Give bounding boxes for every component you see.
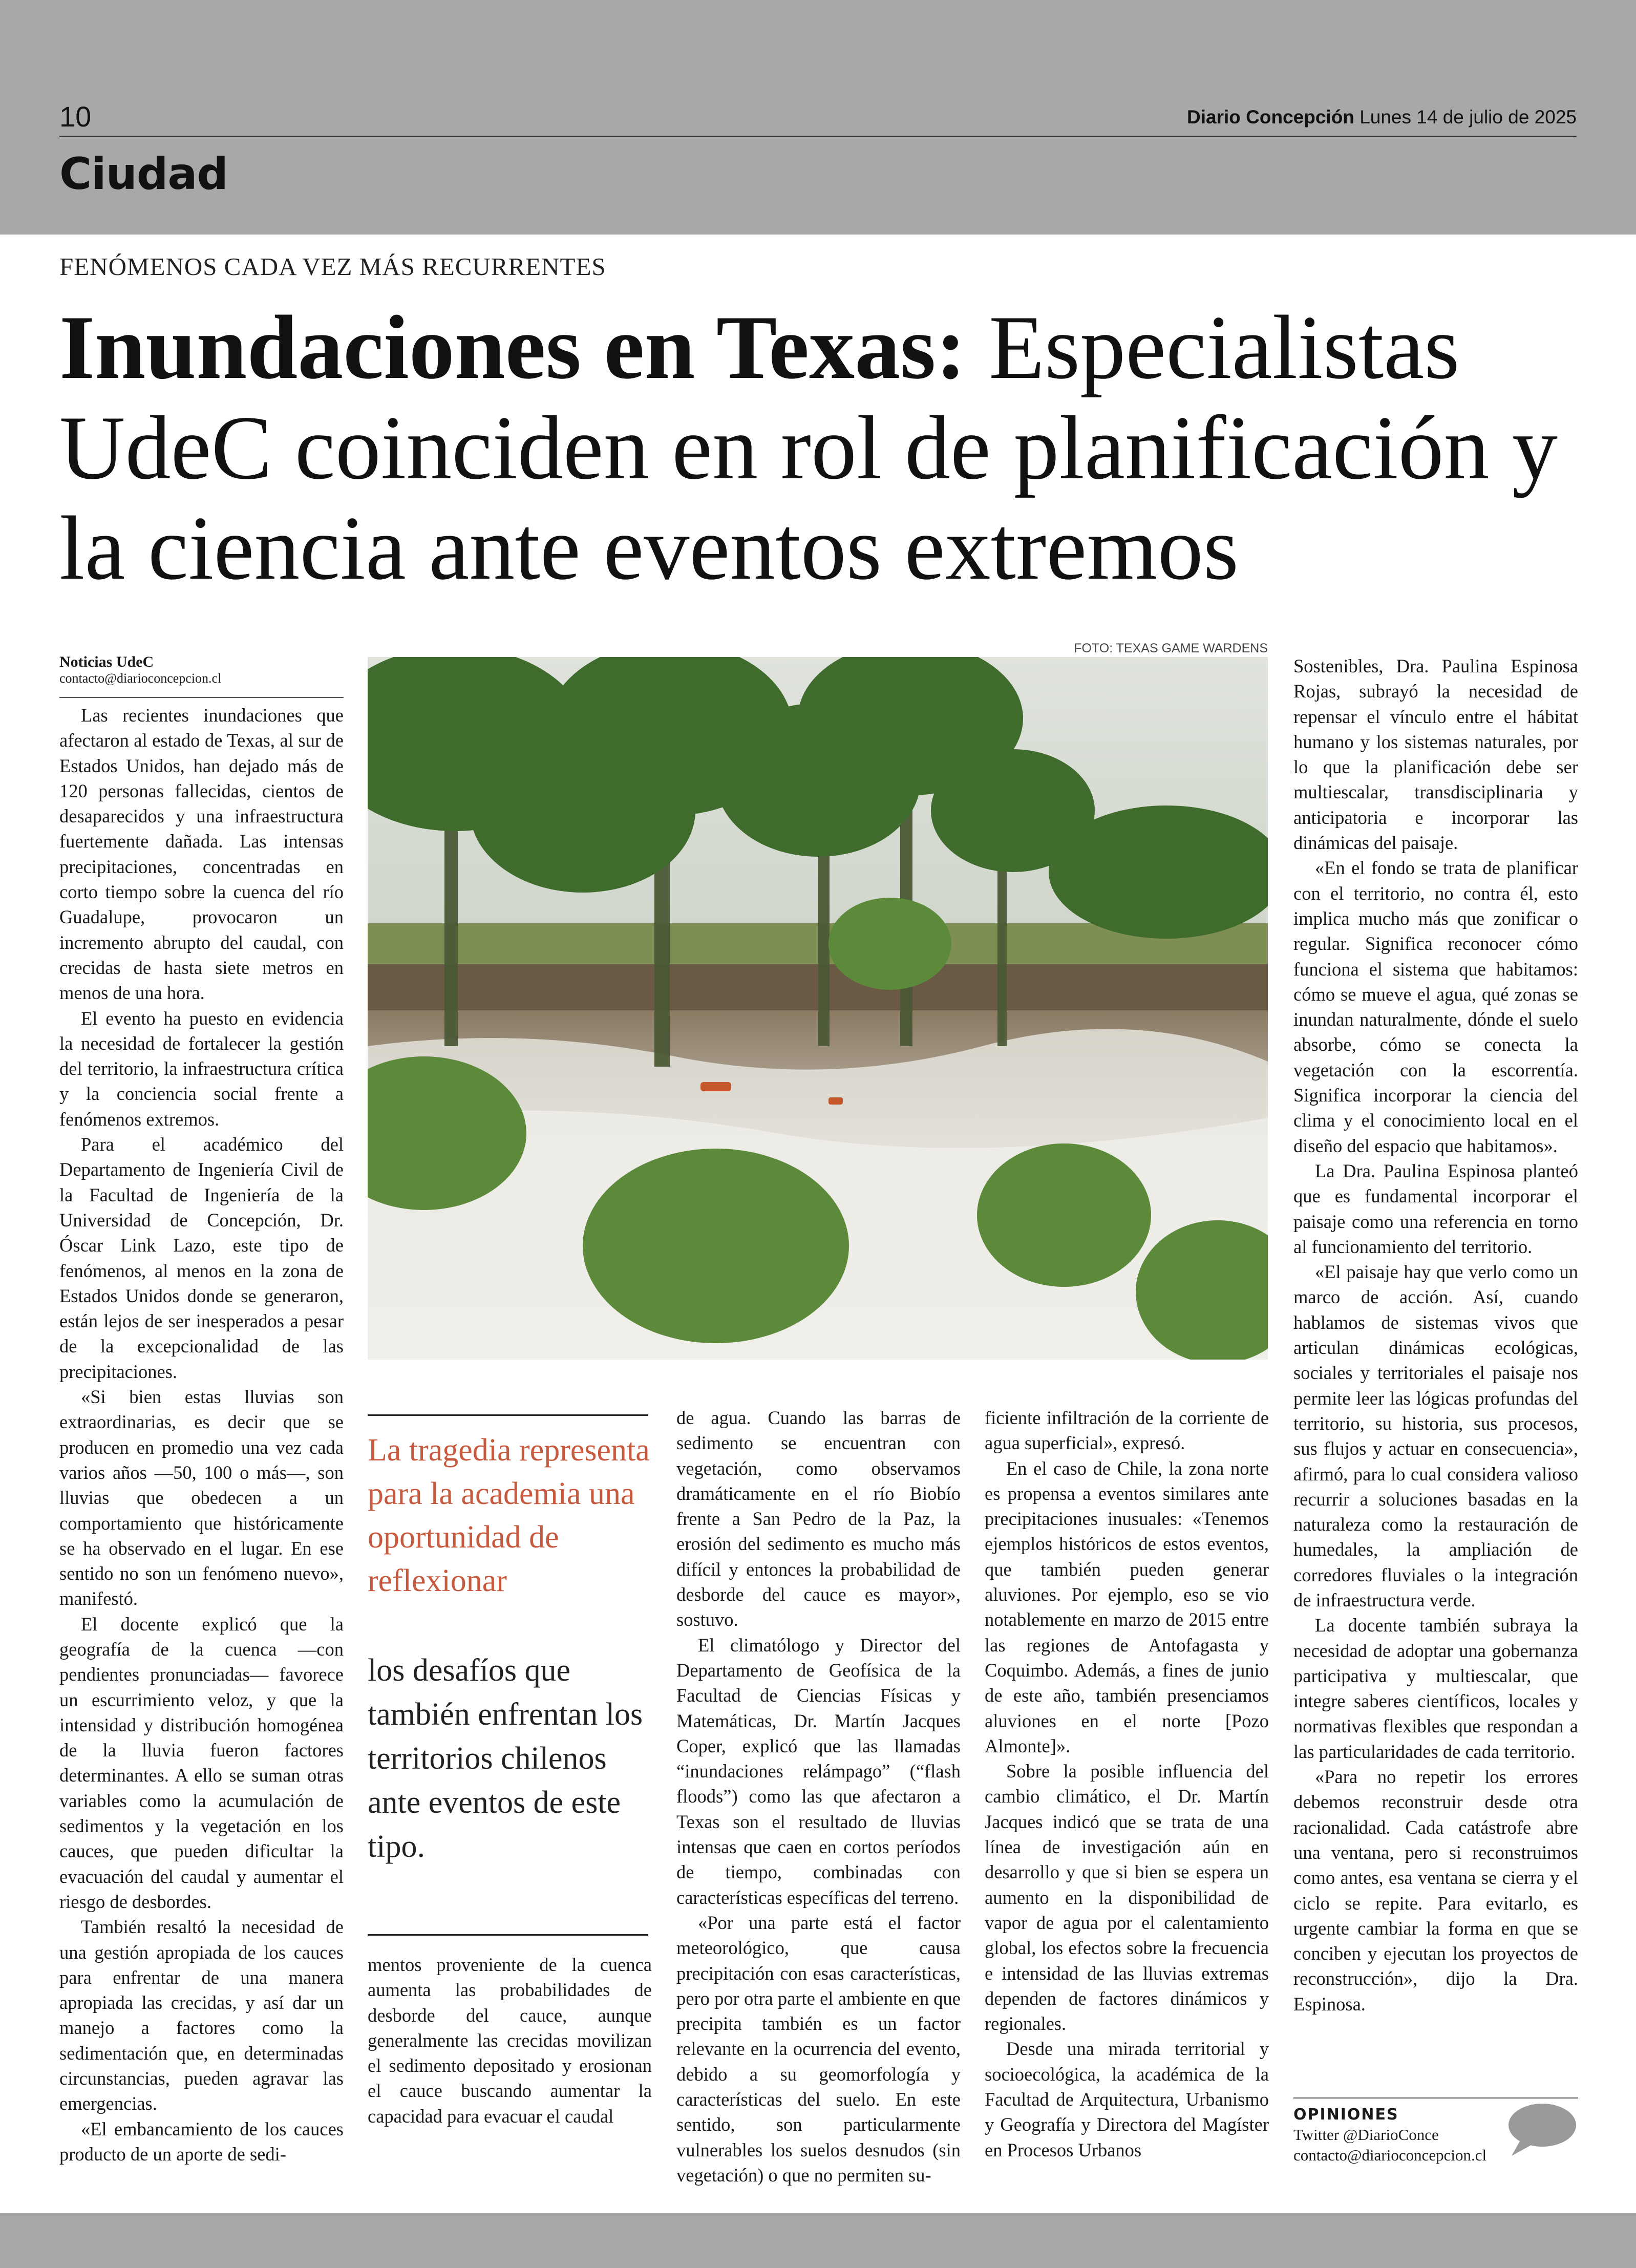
column-2 — [368, 1952, 652, 2129]
paragraph: ficiente infiltración de la corriente de agua superficial», expresó. — [985, 1407, 1269, 1454]
paragraph: «Por una parte está el factor meteorológico, que causa precipitación con esas características, pero por otra parte el ambiente en que precipita también es un factor relevante en la ocurrencia del evento, debido a su geomorfología y características del suelo. En este sentido, son particularmente vulnerables los suelos desnudos (sin vegetación) o que no permiten su- — [676, 1912, 961, 2186]
paragraph: Sobre la posible influencia del cambio climático, el Dr. Martín Jacques indicó que se trata de una línea de investigación aún en desarrollo y que si bien se espera un aumento en la disponibilidad de vapor de agua por el calentamiento global, los efectos sobre la frecuencia e intensidad de las lluvias extremas dependen de factores dinámicos y regionales. — [985, 1761, 1269, 2034]
opinion-email[interactable]: contacto@diarioconcepcion.cl — [1293, 2146, 1487, 2164]
pull-quote-red: La tragedia representa para la academia una oportunidad de reflexionar — [368, 1433, 650, 1598]
paragraph: Las recientes inundaciones que afectaron al estado de Texas, al sur de Estados Unidos, han dejado más de 120 personas fallecidas, cientos de desaparecidos y una infraestructura fuertemente dañada. Las intensas precipitaciones, concentradas en corto tiempo sobre la cuenca del río Guadalupe, provocaron un incremento abrupto del caudal, con crecidas de hasta siete metros en menos de una hora. — [59, 705, 344, 1004]
column-1 — [59, 703, 344, 2167]
paragraph: «Para no repetir los errores debemos reconstruir desde otra racionalidad. Cada catástrofe abre una ventana, pero si reconstruimos como antes, esa ventana se cierra y el ciclo se repite. Para evitarlo, es urgente cambiar la forma en que se conciben y ejecutan los proyectos de reconstrucción», dijo la Dra. Espinosa. — [1293, 1766, 1578, 2015]
byline-email: contacto@diarioconcepcion.cl — [59, 671, 222, 686]
byline-rule — [59, 697, 344, 698]
newspaper-name: Diario Concepción — [1187, 107, 1354, 128]
column-3 — [676, 1405, 961, 2188]
paragraph: «El embancamiento de los cauces producto de un aporte de sedi- — [59, 2118, 344, 2165]
paragraph: mentos proveniente de la cuenca aumenta las probabilidades de desborde del cauce, aunque generalmente las crecidas movilizan el sedimento depositado y erosionan el cauce buscando aumentar la capacidad para evacuar el caudal — [368, 1954, 652, 2127]
paragraph: La docente también subraya la necesidad de adoptar una gobernanza participativa y multiescalar, que integre saberes científicos, locales y normativas flexibles que respondan a las particularidades de cada territorio. — [1293, 1615, 1578, 1762]
opinion-rule — [1293, 2097, 1578, 2099]
paragraph: de agua. Cuando las barras de sedimento se encuentran con vegetación, como observamos dramáticamente en el río Biobío frente a San Pedro de la Paz, la erosión del sedimento es mucho más difícil y entonces la probabilidad de desborde del cauce es mayor», sostuvo. — [676, 1407, 961, 1630]
speech-bubble-icon — [1505, 2103, 1577, 2158]
section-title: Ciudad — [59, 149, 228, 200]
pull-quote-rule-bottom — [368, 1934, 648, 1936]
masthead — [1187, 107, 1577, 128]
paragraph: En el caso de Chile, la zona norte es propensa a eventos similares ante precipitaciones inusuales: «Tenemos ejemplos históricos de estos eventos, que también pueden generar aluviones. Por ejemplo, eso se vio notablemente en marzo de 2015 entre las regiones de Antofagasta y Coquimbo. Además, a fines de junio de este año, también presenciamos aluviones en el norte [Pozo Almonte]». — [985, 1457, 1269, 1756]
kicker: FENÓMENOS CADA VEZ MÁS RECURRENTES — [59, 252, 606, 281]
paragraph: La Dra. Paulina Espinosa planteó que es fundamental incorporar el paisaje como una referencia en torno al funcionamiento del territorio. — [1293, 1160, 1578, 1257]
paragraph: Desde una mirada territorial y socioecológica, la académica de la Facultad de Arquitectura, Urbanismo y Geografía y Directora del Magíster en Procesos Urbanos — [985, 2038, 1269, 2160]
pull-quote-rule-top — [368, 1414, 648, 1416]
opinion-title: OPINIONES — [1293, 2106, 1399, 2124]
paragraph: Para el académico del Departamento de Ingeniería Civil de la Facultad de Ingeniería de la Universidad de Concepción, Dr. Óscar Link Lazo, este tipo de fenómenos, al menos en la zona de Estados Unidos donde se generaron, están lejos de ser inesperados a pesar de la excepcionalidad de las precipitaciones. — [59, 1134, 344, 1382]
paragraph: «El paisaje hay que verlo como un marco de acción. Así, cuando hablamos de sistemas vivos que articulan dinámicas ecológicas, sociales y territoriales el paisaje nos permite leer las lógicas profundas del territorio, su historia, sus procesos, sus flujos y actuar en consecuencia», afirmó, para lo cual considera valioso recurrir a soluciones basadas en la naturaleza como la restauración de humedales, la ampliación de corredores fluviales o la integración de infraestructura verde. — [1293, 1261, 1578, 1610]
headline — [59, 297, 1585, 598]
column-4 — [985, 1405, 1269, 2163]
byline-name: Noticias UdeC — [59, 653, 154, 670]
paragraph: El docente explicó que la geografía de la cuenca —con pendientes pronunciadas— favorece un escurrimiento veloz, y que la intensidad y distribución homogénea de la lluvia fueron factores determinantes. A ello se suman otras variables como la acumulación de sedimentos y la vegetación en los cauces, que pueden dificultar la evacuación del caudal y aumentar el riesgo de desbordes. — [59, 1613, 344, 1912]
paragraph: «Si bien estas lluvias son extraordinarias, es decir que se producen en promedio una vez cada varios años —50, 100 o más—, son lluvias que obedecen a un comportamiento que históricamente se ha observado en el lugar. En ese sentido no son un fenómeno nuevo», manifestó. — [59, 1386, 344, 1609]
flood-photo — [368, 657, 1268, 1360]
opinion-twitter[interactable]: Twitter @DiarioConce — [1293, 2126, 1439, 2144]
paragraph: «En el fondo se trata de planificar con el territorio, no contra él, esto implica mucho más que zonificar o regular. Significa reconocer cómo funciona el sistema que habitamos: cómo se mueve el agua, qué zonas se inundan naturalmente, dónde el suelo absorbe, cómo se conecta la vegetación con la escorrentía. Significa incorporar la ciencia del clima y el conocimiento local en el diseño del espacio que habitamos». — [1293, 857, 1578, 1156]
paragraph: El climatólogo y Director del Departamento de Geofísica de la Facultad de Ciencias Físicas y Matemáticas, Dr. Martín Jacques Coper, explicó que las llamadas “inundaciones relámpago” (“flash floods”) como las que afectaron a Texas son el resultado de lluvias intensas que caen en cortos períodos de tiempo, combinadas con características específicas del terreno. — [676, 1634, 961, 1908]
footer-band — [0, 2213, 1636, 2268]
column-5 — [1293, 653, 1578, 2017]
header-rule — [59, 136, 1577, 137]
headline-rest: Especialistas UdeC coinciden en rol de planificación y la ciencia ante eventos extremos — [59, 296, 1558, 599]
paragraph: Sostenibles, Dra. Paulina Espinosa Rojas, subrayó la necesidad de repensar el vínculo entre el hábitat humano y los sistemas naturales, por lo que la planificación debe ser multiescalar, transdisciplinaria y anticipatoria e incorporar las dinámicas del paisaje. — [1293, 655, 1578, 854]
paragraph: También resaltó la necesidad de una gestión apropiada de los cauces para enfrentar de una manera apropiada las crecidas, y así dar un manejo a factores como la sedimentación que, en determinadas circunstancias, pueden agravar las emergencias. — [59, 1916, 344, 2114]
paragraph: El evento ha puesto en evidencia la necesidad de fortalecer la gestión del territorio, la infraestructura crítica y la conciencia social frente a fenómenos extremos. — [59, 1007, 344, 1130]
issue-date: Lunes 14 de julio de 2025 — [1359, 107, 1577, 128]
photo-credit: FOTO: TEXAS GAME WARDENS — [1074, 641, 1268, 655]
pull-quote-black: los desafíos que también enfrentan los territorios chilenos ante eventos de este tipo. — [368, 1653, 643, 1864]
headline-bold: Inundaciones en Texas: — [59, 296, 966, 398]
page-number: 10 — [59, 100, 92, 133]
